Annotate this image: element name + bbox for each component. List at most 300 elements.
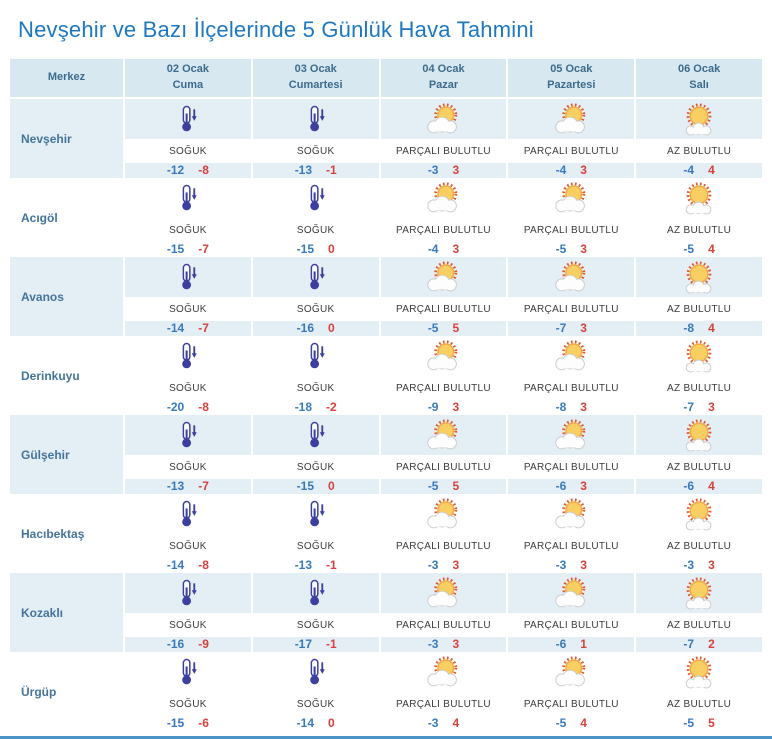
- min-temp: -6: [683, 479, 695, 493]
- max-temp: 4: [708, 479, 715, 493]
- forecast-icon-band: [508, 336, 634, 376]
- thermometer-cold-icon: [176, 342, 200, 370]
- temperature-band: [253, 163, 379, 178]
- forecast-icon-band: [636, 99, 762, 139]
- temperature-band: [125, 637, 251, 652]
- min-temp: -15: [166, 716, 185, 730]
- min-temp: -5: [427, 479, 439, 493]
- district-name-cell: Ürgüp: [10, 652, 123, 731]
- temperature-band: [508, 400, 634, 415]
- min-temp: -14: [166, 558, 185, 572]
- condition-label: AZ BULUTLU: [636, 376, 762, 400]
- temperature-band: [125, 479, 251, 494]
- condition-label: PARÇALI BULUTLU: [508, 692, 634, 716]
- forecast-icon-band: [508, 573, 634, 613]
- min-temp: -7: [683, 400, 695, 414]
- temperature-band: [508, 637, 634, 652]
- thermometer-cold-icon: [176, 184, 200, 212]
- condition-label: SOĞUK: [253, 613, 379, 637]
- condition-label: PARÇALI BULUTLU: [508, 534, 634, 558]
- condition-label: PARÇALI BULUTLU: [508, 376, 634, 400]
- forecast-icon-band: [253, 494, 379, 534]
- forecast-icon-band: [381, 415, 507, 455]
- min-temp: -15: [296, 479, 315, 493]
- min-temp: -15: [296, 242, 315, 256]
- min-temp: -4: [555, 163, 567, 177]
- forecast-cell: [508, 99, 634, 178]
- forecast-cell: [636, 415, 762, 494]
- forecast-cell: [253, 415, 379, 494]
- thermometer-cold-icon: [304, 658, 328, 686]
- temperature-band: [125, 400, 251, 415]
- min-temp: -16: [166, 637, 185, 651]
- page-title: Nevşehir ve Bazı İlçelerinde 5 Günlük Hava Tahmini: [18, 17, 534, 42]
- max-temp: 0: [328, 716, 335, 730]
- forecast-cell: [636, 178, 762, 257]
- temperature-band: [381, 400, 507, 415]
- max-temp: -8: [198, 558, 209, 572]
- condition-label: SOĞUK: [253, 376, 379, 400]
- temperature-band: [508, 716, 634, 731]
- forecast-cell: [381, 257, 507, 336]
- thermometer-cold-icon: [304, 105, 328, 133]
- forecast-icon-band: [253, 99, 379, 139]
- max-temp: 2: [708, 637, 715, 651]
- max-temp: -8: [198, 400, 209, 414]
- condition-label: AZ BULUTLU: [636, 218, 762, 242]
- partly-cloudy-icon: [548, 102, 594, 137]
- forecast-icon-band: [508, 494, 634, 534]
- max-temp: 3: [580, 321, 587, 335]
- partly-cloudy-icon: [548, 339, 594, 374]
- column-header-day: [253, 59, 379, 97]
- min-temp: -13: [166, 479, 185, 493]
- max-temp: 3: [580, 479, 587, 493]
- thermometer-cold-icon: [176, 500, 200, 528]
- forecast-cell: [381, 336, 507, 415]
- header-date-label: 06 Ocak: [677, 63, 721, 76]
- condition-label: SOĞUK: [253, 139, 379, 163]
- min-temp: -5: [427, 321, 439, 335]
- forecast-cell: [125, 99, 251, 178]
- forecast-icon-band: [508, 652, 634, 692]
- condition-label: AZ BULUTLU: [636, 534, 762, 558]
- temperature-band: [381, 321, 507, 336]
- min-temp: -8: [683, 321, 695, 335]
- temperature-band: [508, 321, 634, 336]
- column-header-day: [636, 59, 762, 97]
- forecast-cell: [253, 178, 379, 257]
- partly-cloudy-icon: [548, 181, 594, 216]
- forecast-cell: [381, 99, 507, 178]
- district-name-cell: Kozaklı: [10, 573, 123, 652]
- district-name-cell: Derinkuyu: [10, 336, 123, 415]
- partly-cloudy-icon: [420, 497, 466, 532]
- temperature-band: [125, 321, 251, 336]
- condition-label: AZ BULUTLU: [636, 297, 762, 321]
- forecast-icon-band: [636, 494, 762, 534]
- forecast-icon-band: [508, 99, 634, 139]
- header-day-label: Salı: [689, 79, 709, 91]
- temperature-band: [253, 321, 379, 336]
- column-header-day: [508, 59, 634, 97]
- forecast-icon-band: [253, 178, 379, 218]
- condition-label: PARÇALI BULUTLU: [381, 534, 507, 558]
- temperature-band: [125, 558, 251, 573]
- forecast-cell: [381, 494, 507, 573]
- header-date-label: 03 Ocak: [294, 63, 337, 76]
- condition-label: PARÇALI BULUTLU: [381, 218, 507, 242]
- forecast-cell: [508, 336, 634, 415]
- max-temp: 4: [580, 716, 587, 730]
- forecast-icon-band: [508, 178, 634, 218]
- min-temp: -3: [555, 558, 567, 572]
- temperature-band: [636, 242, 762, 257]
- thermometer-cold-icon: [304, 342, 328, 370]
- forecast-icon-band: [381, 573, 507, 613]
- header-day-label: Pazartesi: [547, 79, 596, 91]
- condition-label: SOĞUK: [125, 218, 251, 242]
- temperature-band: [508, 163, 634, 178]
- min-temp: -9: [427, 400, 439, 414]
- condition-label: SOĞUK: [253, 297, 379, 321]
- forecast-icon-band: [636, 178, 762, 218]
- forecast-cell: [253, 257, 379, 336]
- min-temp: -18: [294, 400, 313, 414]
- condition-label: SOĞUK: [125, 613, 251, 637]
- partly-cloudy-icon: [548, 418, 594, 453]
- forecast-icon-band: [125, 178, 251, 218]
- table-row: [10, 336, 762, 415]
- weather-table: [10, 59, 762, 731]
- condition-label: PARÇALI BULUTLU: [381, 455, 507, 479]
- temperature-band: [636, 637, 762, 652]
- forecast-icon-band: [381, 257, 507, 297]
- max-temp: -8: [198, 163, 209, 177]
- temperature-band: [253, 242, 379, 257]
- forecast-cell: [125, 257, 251, 336]
- min-temp: -3: [427, 716, 439, 730]
- partly-cloudy-icon: [420, 181, 466, 216]
- forecast-icon-band: [125, 573, 251, 613]
- temperature-band: [381, 558, 507, 573]
- table-row: [10, 257, 762, 336]
- header-day-label: Pazar: [428, 79, 459, 91]
- max-temp: -1: [326, 637, 337, 651]
- min-temp: -3: [427, 558, 439, 572]
- max-temp: 3: [580, 242, 587, 256]
- mostly-sunny-icon: [677, 576, 721, 611]
- min-temp: -8: [555, 400, 567, 414]
- condition-label: SOĞUK: [125, 297, 251, 321]
- condition-label: PARÇALI BULUTLU: [381, 692, 507, 716]
- forecast-icon-band: [253, 652, 379, 692]
- temperature-band: [636, 716, 762, 731]
- max-temp: 3: [580, 558, 587, 572]
- district-name-cell: Acıgöl: [10, 178, 123, 257]
- forecast-icon-band: [125, 336, 251, 376]
- temperature-band: [381, 637, 507, 652]
- temperature-band: [508, 479, 634, 494]
- forecast-icon-band: [381, 336, 507, 376]
- forecast-icon-band: [381, 652, 507, 692]
- forecast-cell: [636, 573, 762, 652]
- forecast-cell: [253, 99, 379, 178]
- max-temp: 4: [708, 321, 715, 335]
- min-temp: -4: [427, 242, 439, 256]
- temperature-band: [253, 479, 379, 494]
- min-temp: -3: [683, 558, 695, 572]
- forecast-cell: [125, 336, 251, 415]
- table-row: [10, 99, 762, 178]
- condition-label: SOĞUK: [253, 455, 379, 479]
- thermometer-cold-icon: [304, 263, 328, 291]
- temperature-band: [125, 163, 251, 178]
- forecast-cell: [636, 99, 762, 178]
- max-temp: -7: [198, 479, 209, 493]
- table-row: [10, 652, 762, 731]
- temperature-band: [508, 558, 634, 573]
- min-temp: -4: [683, 163, 695, 177]
- forecast-cell: [636, 257, 762, 336]
- condition-label: PARÇALI BULUTLU: [508, 455, 634, 479]
- forecast-cell: [381, 652, 507, 731]
- forecast-icon-band: [125, 99, 251, 139]
- min-temp: -5: [555, 242, 567, 256]
- condition-label: AZ BULUTLU: [636, 139, 762, 163]
- thermometer-cold-icon: [176, 263, 200, 291]
- max-temp: 3: [708, 558, 715, 572]
- max-temp: 3: [452, 242, 460, 256]
- forecast-icon-band: [253, 415, 379, 455]
- min-temp: -6: [555, 479, 567, 493]
- forecast-icon-band: [253, 336, 379, 376]
- table-row: [10, 573, 762, 652]
- partly-cloudy-icon: [548, 576, 594, 611]
- temperature-band: [508, 242, 634, 257]
- district-name-cell: Gülşehir: [10, 415, 123, 494]
- table-row: [10, 178, 762, 257]
- mostly-sunny-icon: [677, 260, 721, 295]
- partly-cloudy-icon: [420, 339, 466, 374]
- min-temp: -12: [166, 163, 185, 177]
- district-name-cell: Avanos: [10, 257, 123, 336]
- header-date-label: 02 Ocak: [166, 63, 209, 76]
- forecast-cell: [381, 415, 507, 494]
- temperature-band: [125, 716, 251, 731]
- temperature-band: [636, 163, 762, 178]
- forecast-cell: [253, 336, 379, 415]
- max-temp: 3: [452, 558, 460, 572]
- header-date-label: 05 Ocak: [550, 63, 593, 76]
- condition-label: PARÇALI BULUTLU: [508, 297, 634, 321]
- forecast-icon-band: [125, 415, 251, 455]
- header-day-label: Cumartesi: [288, 79, 343, 91]
- condition-label: SOĞUK: [253, 218, 379, 242]
- forecast-cell: [636, 652, 762, 731]
- mostly-sunny-icon: [677, 339, 721, 374]
- condition-label: PARÇALI BULUTLU: [381, 297, 507, 321]
- forecast-cell: [253, 573, 379, 652]
- condition-label: SOĞUK: [253, 692, 379, 716]
- min-temp: -6: [555, 637, 567, 651]
- thermometer-cold-icon: [304, 421, 328, 449]
- min-temp: -5: [683, 242, 695, 256]
- forecast-icon-band: [636, 257, 762, 297]
- max-temp: 5: [708, 716, 715, 730]
- partly-cloudy-icon: [420, 102, 466, 137]
- forecast-icon-band: [253, 573, 379, 613]
- thermometer-cold-icon: [304, 184, 328, 212]
- min-temp: -20: [166, 400, 185, 414]
- column-header-merkez: Merkez: [10, 59, 123, 97]
- condition-label: SOĞUK: [253, 534, 379, 558]
- table-row: [10, 415, 762, 494]
- min-temp: -5: [683, 716, 695, 730]
- temperature-band: [636, 321, 762, 336]
- temperature-band: [253, 400, 379, 415]
- max-temp: 4: [708, 242, 715, 256]
- temperature-band: [253, 558, 379, 573]
- temperature-band: [253, 716, 379, 731]
- thermometer-cold-icon: [176, 658, 200, 686]
- min-temp: -14: [166, 321, 185, 335]
- condition-label: PARÇALI BULUTLU: [381, 376, 507, 400]
- temperature-band: [125, 242, 251, 257]
- forecast-icon-band: [381, 99, 507, 139]
- max-temp: 0: [328, 242, 335, 256]
- max-temp: -6: [198, 716, 209, 730]
- mostly-sunny-icon: [677, 497, 721, 532]
- thermometer-cold-icon: [176, 579, 200, 607]
- thermometer-cold-icon: [176, 421, 200, 449]
- max-temp: -1: [326, 558, 337, 572]
- table-row: [10, 494, 762, 573]
- forecast-icon-band: [636, 415, 762, 455]
- forecast-icon-band: [636, 652, 762, 692]
- max-temp: 0: [328, 479, 335, 493]
- forecast-icon-band: [253, 257, 379, 297]
- temperature-band: [381, 716, 507, 731]
- forecast-icon-band: [508, 257, 634, 297]
- partly-cloudy-icon: [420, 655, 466, 690]
- forecast-cell: [508, 257, 634, 336]
- max-temp: -7: [198, 321, 209, 335]
- min-temp: -5: [555, 716, 567, 730]
- min-temp: -13: [294, 163, 313, 177]
- min-temp: -15: [166, 242, 185, 256]
- forecast-cell: [508, 415, 634, 494]
- mostly-sunny-icon: [677, 655, 721, 690]
- temperature-band: [381, 163, 507, 178]
- forecast-cell: [125, 573, 251, 652]
- temperature-band: [253, 637, 379, 652]
- condition-label: PARÇALI BULUTLU: [508, 139, 634, 163]
- thermometer-cold-icon: [304, 500, 328, 528]
- forecast-cell: [636, 494, 762, 573]
- temperature-band: [636, 479, 762, 494]
- header-day-label: Cuma: [172, 79, 204, 91]
- partly-cloudy-icon: [420, 576, 466, 611]
- column-header-day: [125, 59, 251, 97]
- partly-cloudy-icon: [548, 655, 594, 690]
- forecast-icon-band: [381, 494, 507, 534]
- weather-table-body: [10, 99, 762, 731]
- forecast-icon-band: [125, 257, 251, 297]
- condition-label: AZ BULUTLU: [636, 455, 762, 479]
- forecast-cell: [253, 494, 379, 573]
- max-temp: -7: [198, 242, 209, 256]
- forecast-cell: [508, 573, 634, 652]
- min-temp: -17: [294, 637, 313, 651]
- condition-label: PARÇALI BULUTLU: [508, 218, 634, 242]
- max-temp: 3: [452, 163, 460, 177]
- forecast-icon-band: [636, 336, 762, 376]
- thermometer-cold-icon: [304, 579, 328, 607]
- condition-label: PARÇALI BULUTLU: [508, 613, 634, 637]
- district-name-cell: Hacıbektaş: [10, 494, 123, 573]
- forecast-cell: [508, 178, 634, 257]
- condition-label: SOĞUK: [125, 534, 251, 558]
- max-temp: -2: [326, 400, 337, 414]
- temperature-band: [381, 242, 507, 257]
- condition-label: PARÇALI BULUTLU: [381, 613, 507, 637]
- mostly-sunny-icon: [677, 418, 721, 453]
- mostly-sunny-icon: [677, 102, 721, 137]
- partly-cloudy-icon: [420, 418, 466, 453]
- max-temp: -1: [326, 163, 337, 177]
- partly-cloudy-icon: [548, 497, 594, 532]
- max-temp: 3: [580, 163, 587, 177]
- forecast-cell: [253, 652, 379, 731]
- condition-label: SOĞUK: [125, 692, 251, 716]
- temperature-band: [381, 479, 507, 494]
- table-header-row: [10, 59, 762, 97]
- header-date-label: 04 Ocak: [422, 63, 465, 76]
- forecast-cell: [636, 336, 762, 415]
- forecast-cell: [125, 415, 251, 494]
- forecast-cell: [381, 178, 507, 257]
- max-temp: 4: [708, 163, 715, 177]
- min-temp: -16: [296, 321, 315, 335]
- partly-cloudy-icon: [420, 260, 466, 295]
- forecast-cell: [381, 573, 507, 652]
- max-temp: 0: [328, 321, 335, 335]
- min-temp: -7: [555, 321, 567, 335]
- condition-label: AZ BULUTLU: [636, 613, 762, 637]
- max-temp: 1: [580, 637, 587, 651]
- max-temp: 3: [708, 400, 715, 414]
- max-temp: 5: [452, 479, 460, 493]
- forecast-cell: [508, 494, 634, 573]
- forecast-icon-band: [125, 652, 251, 692]
- condition-label: SOĞUK: [125, 455, 251, 479]
- forecast-cell: [125, 652, 251, 731]
- condition-label: PARÇALI BULUTLU: [381, 139, 507, 163]
- min-temp: -7: [683, 637, 695, 651]
- forecast-cell: [125, 494, 251, 573]
- max-temp: 4: [452, 716, 460, 730]
- max-temp: 3: [580, 400, 587, 414]
- condition-label: AZ BULUTLU: [636, 692, 762, 716]
- thermometer-cold-icon: [176, 105, 200, 133]
- forecast-icon-band: [125, 494, 251, 534]
- max-temp: 3: [452, 400, 460, 414]
- min-temp: -13: [294, 558, 313, 572]
- forecast-icon-band: [508, 415, 634, 455]
- min-temp: -14: [296, 716, 315, 730]
- temperature-band: [636, 558, 762, 573]
